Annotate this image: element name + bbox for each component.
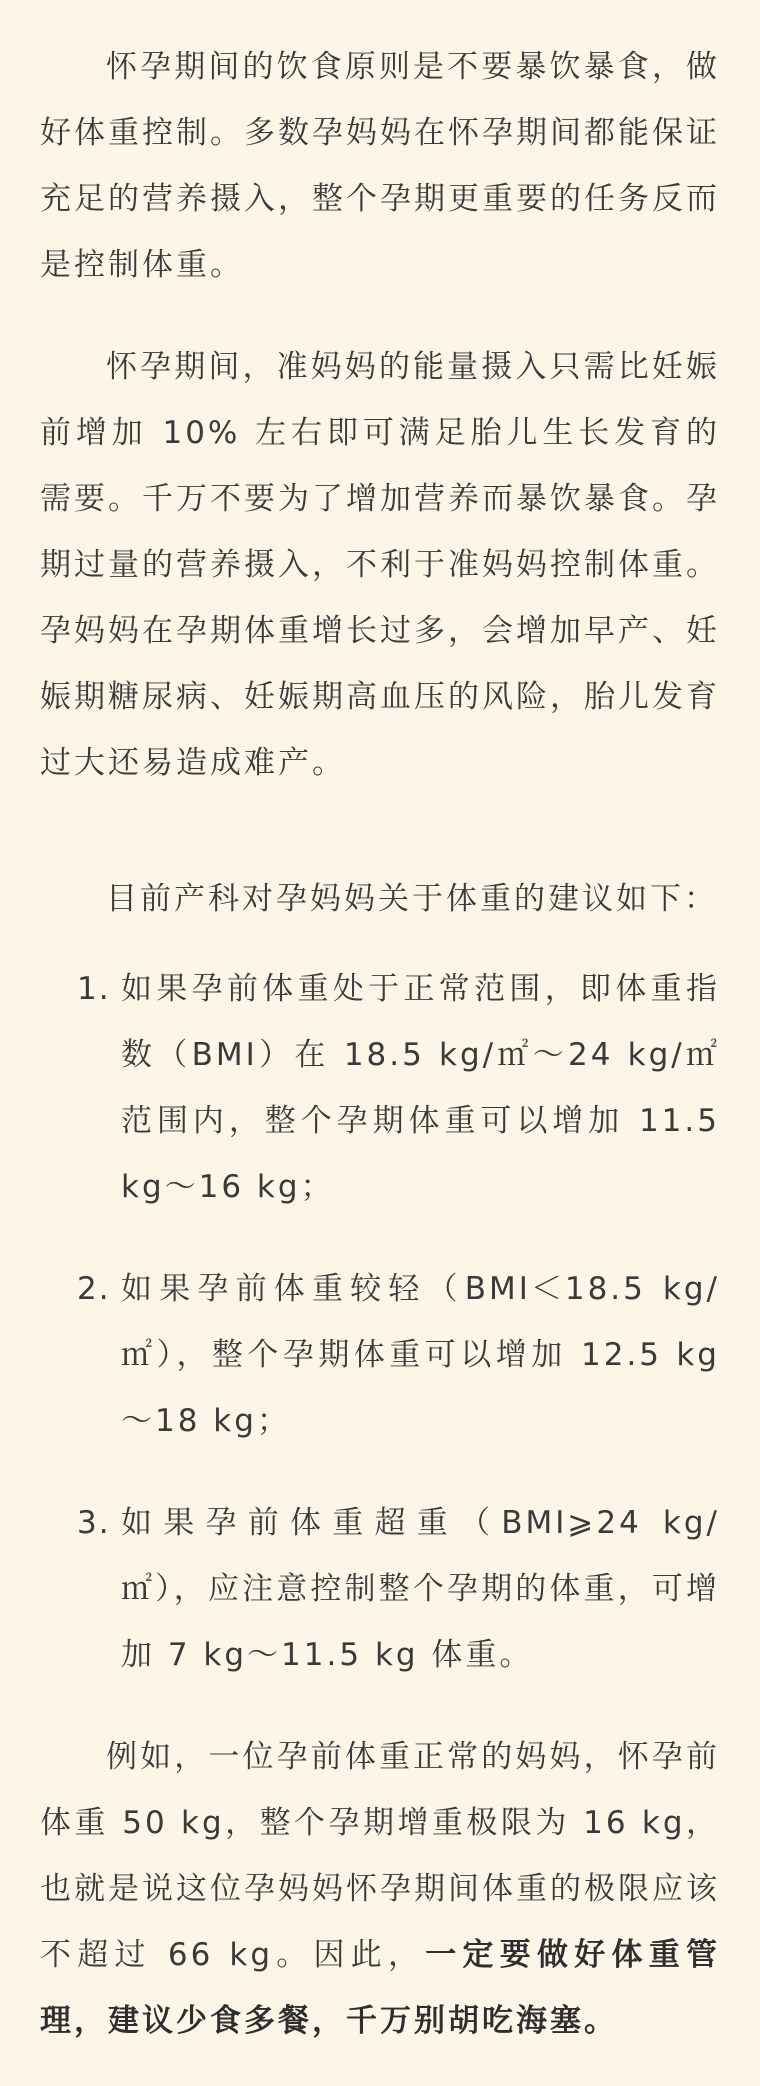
- list-item-text: 如果孕前体重处于正常范围，即体重指数（BMI）在 18.5 kg/㎡～24 kg/㎡范围内，整个孕期体重可以增加 11.5 kg～16 kg；: [121, 971, 720, 1205]
- list-item-text: 如果孕前体重较轻（BMI＜18.5 kg/㎡），整个孕期体重可以增加 12.5 kg～18 kg；: [121, 1271, 720, 1439]
- recommendation-list: [40, 956, 720, 1688]
- paragraph-recommendation-intro: 目前产科对孕妈妈关于体重的建议如下：: [106, 881, 718, 917]
- paragraph-diet-principle: 怀孕期间的饮食原则是不要暴饮暴食，做好体重控制。多数孕妈妈在怀孕期间都能保证充足的营养摄入，整个孕期更重要的任务反而是控制体重。: [40, 49, 720, 283]
- list-item-number: 2.: [77, 1271, 111, 1307]
- emphasis-text: 一定要做好体重管理，建议少食多餐，千万别胡吃海塞。: [40, 1937, 720, 2039]
- paragraph-energy-intake: 怀孕期间，准妈妈的能量摄入只需比妊娠前增加 10% 左右即可满足胎儿生长发育的需要。千万不要为了增加营养而暴饮暴食。孕期过量的营养摄入，不利于准妈妈控制体重。孕妈妈在孕期体重增长过多，会增加早产、妊娠期糖尿病、妊娠期高血压的风险，胎儿发育过大还易造成难产。: [40, 349, 720, 781]
- paragraph-example: [40, 1724, 720, 2054]
- list-item: [40, 956, 720, 1220]
- list-item-number: 1.: [77, 971, 111, 1007]
- list-item-text: 如果孕前体重超重（BMI⩾24 kg/㎡），应注意控制整个孕期的体重，可增加 7 kg～11.5 kg 体重。: [121, 1505, 720, 1673]
- list-item: [40, 1490, 720, 1688]
- example-text: 例如，一位孕前体重正常的妈妈，怀孕前体重 50 kg，整个孕期增重极限为 16 kg，也就是说这位孕妈妈怀孕期间体重的极限应该不超过 66 kg。因此，: [40, 1739, 720, 1973]
- list-item: [40, 1256, 720, 1454]
- list-item-number: 3.: [77, 1505, 111, 1541]
